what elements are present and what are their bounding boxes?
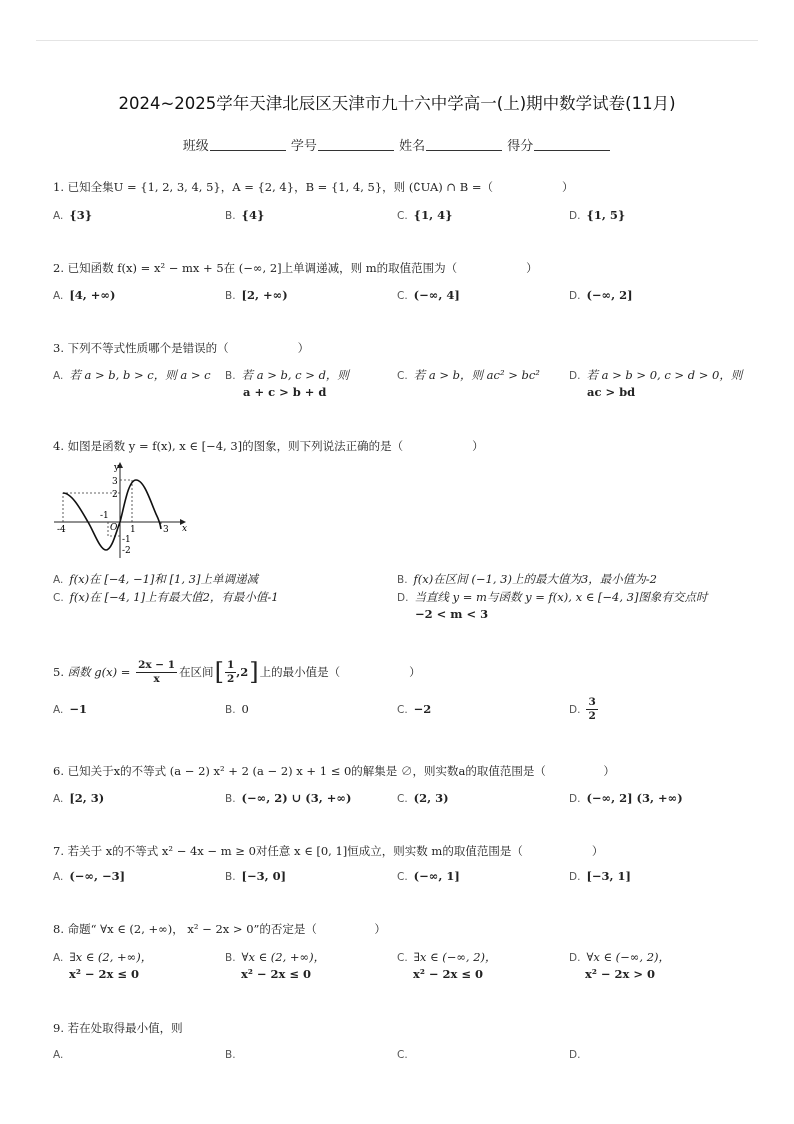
option-label: A. [53,210,64,222]
option-text: f(x)在 [−4, −1]和 [1, 3]上单调递减 [69,572,258,586]
y-axis-label: y [114,463,120,473]
option-label: D. [569,210,581,222]
option-a[interactable] [53,869,125,883]
option-text: f(x)在 [−4, 1]上有最大值2，有最小值-1 [69,590,279,604]
option-label: D. [569,871,581,883]
question-stem [53,921,386,937]
option-d[interactable] [569,696,598,723]
option-b-line2: x² − 2x ≤ 0 [241,967,312,981]
option-label: C. [397,952,408,964]
question-stem [53,340,309,356]
option-text: (−∞, 2] [586,288,633,302]
option-d-line2: −2 < m < 3 [415,607,489,621]
header-divider [36,40,758,41]
option-c-line2: x² − 2x ≤ 0 [413,967,484,981]
left-bracket: [ [214,658,224,686]
option-d-line2: ac > bd [587,385,636,399]
option-a[interactable] [53,571,258,587]
option-label: D. [569,793,581,805]
score-label: 得分 [507,139,534,154]
option-d[interactable] [569,288,633,302]
option-b[interactable] [225,208,264,222]
option-text: (2, 3) [413,791,449,805]
option-label: A. [53,704,64,716]
origin-label: O [110,523,118,533]
page-title: 2024~2025学年天津北辰区天津市九十六中学高一(上)期中数学试卷(11月) [118,94,676,113]
option-text: −2 [413,702,432,716]
option-d-line2: x² − 2x > 0 [585,967,656,981]
question-text: 命题“ ∀x ∈ (2, +∞)， x² − 2x > 0”的否定是（ ） [67,922,386,936]
student-id-blank[interactable] [318,138,394,151]
option-text: {1, 5} [586,208,626,222]
question-text: 函数 g(x) = [67,665,131,679]
fraction [136,659,177,686]
option-label: D. [397,592,409,604]
option-d[interactable] [569,949,670,965]
option-text: {3} [69,208,93,222]
option-text: (−∞, 2] (3, +∞) [586,791,683,805]
option-label: A. [53,290,64,302]
option-text: 若 a > b，则 ac² > bc² [413,368,540,382]
question-number: 4. [53,439,64,453]
question-number: 1. [53,180,64,194]
option-text: {4} [241,208,265,222]
option-label: D. [569,952,581,964]
interval-fraction [225,659,236,686]
fraction-numerator: 2x − 1 [138,658,176,671]
option-text: ∃x ∈ (−∞, 2)， [413,950,497,964]
option-a[interactable] [53,288,115,302]
option-text: (−∞, −3] [69,869,126,883]
y-tick-label: 2 [112,490,118,500]
option-b[interactable] [225,1047,242,1061]
option-label: B. [225,704,236,716]
option-label: D. [569,290,581,302]
question-text: 上的最小值是（ ） [259,665,421,679]
option-c[interactable] [397,288,460,302]
question-number: 6. [53,764,64,778]
question-text: 下列不等式性质哪个是错误的（ ） [67,341,310,355]
question-stem [53,1020,183,1036]
question-number: 2. [53,261,64,275]
option-label: B. [225,210,236,222]
option-a[interactable] [53,949,152,965]
x-axis-label: x [182,524,188,534]
option-b[interactable] [225,367,349,383]
question-stem [53,260,538,276]
option-text: f(x)在区间 (−1, 3)上的最大值为3，最小值为-2 [413,572,657,586]
option-text: 若 a > b > 0, c > d > 0，则 [586,368,743,382]
option-label: A. [53,952,64,964]
option-a[interactable] [53,791,104,805]
score-blank[interactable] [534,138,610,151]
x-tick-label: -4 [57,525,66,535]
option-text: −1 [69,702,87,716]
option-text: (−∞, 4] [413,288,460,302]
y-tick-label: -1 [122,535,131,545]
question-number: 9. [53,1021,64,1035]
option-c[interactable] [397,702,431,716]
question-stem [53,438,484,454]
class-label: 班级 [182,139,209,154]
option-label: A. [53,370,64,382]
option-text: (−∞, 1] [413,869,460,883]
question-text: 如图是函数 y = f(x), x ∈ [−4, 3]的图象，则下列说法正确的是（ ） [67,439,484,453]
function-graph [48,460,188,560]
option-d[interactable] [569,208,625,222]
option-a[interactable] [53,208,92,222]
fraction-numerator: 1 [226,658,235,671]
option-b[interactable] [225,869,286,883]
option-c[interactable] [397,208,452,222]
option-label: D. [569,703,581,716]
question-stem [53,179,573,195]
option-b[interactable] [225,288,288,302]
option-b[interactable] [225,791,351,805]
option-b[interactable] [225,949,325,965]
option-label: A. [53,793,64,805]
option-label: D. [569,1049,581,1061]
fraction-denominator: x [153,672,160,685]
option-label: A. [53,871,64,883]
question-number: 3. [53,341,64,355]
option-label: B. [225,793,236,805]
option-label: D. [569,370,581,382]
y-tick-label: 3 [112,477,118,487]
option-label: C. [397,704,408,716]
question-text: 在区间 [179,665,214,679]
fraction-denominator: 2 [588,710,596,722]
interval-separator: , [236,665,241,679]
question-stem [53,658,421,686]
question-text: 已知全集U = {1, 2, 3, 4, 5}，A = {2, 4}，B = {1, 4, 5}，则 (∁UA) ∩ B =（ ） [67,180,574,194]
question-text: 若关于 x的不等式 x² − 4x − m ≥ 0对任意 x ∈ [0, 1]恒成立，则实数 m的取值范围是（ ） [67,844,604,858]
option-a-line2: x² − 2x ≤ 0 [69,967,140,981]
option-label: C. [397,793,408,805]
option-label: C. [53,592,64,604]
option-text: ∀x ∈ (2, +∞)， [241,950,326,964]
option-text: [2, 3) [69,791,105,805]
option-c[interactable] [397,869,460,883]
name-blank[interactable] [426,138,502,151]
option-label: B. [225,1049,236,1061]
option-c[interactable] [53,589,279,605]
option-label: B. [225,871,236,883]
option-text: 当直线 y = m与函数 y = f(x), x ∈ [−4, 3]图象有交点时 [414,590,708,604]
option-text: [−3, 1] [586,869,631,883]
option-label: C. [397,1049,408,1061]
option-b[interactable] [397,571,657,587]
option-label: C. [397,210,408,222]
option-d[interactable] [397,589,707,605]
option-a[interactable] [53,702,87,716]
option-text: {1, 4} [413,208,453,222]
question-text: 若在处取得最小值，则 [67,1021,183,1035]
question-stem [53,763,615,779]
interval-end: 2 [240,665,249,679]
option-c[interactable] [397,1047,414,1061]
option-label: C. [397,871,408,883]
option-label: A. [53,574,64,586]
option-label: B. [225,370,236,382]
x-tick-label: 1 [130,525,136,535]
option-a[interactable] [53,1047,69,1061]
x-tick-label: -1 [100,511,109,521]
class-blank[interactable] [210,138,286,151]
option-label: C. [397,290,408,302]
option-c[interactable] [397,367,540,383]
option-c[interactable] [397,949,497,965]
fraction-denominator: 2 [226,672,235,685]
question-number: 8. [53,922,64,936]
fraction [586,696,597,723]
option-text: [2, +∞) [241,288,288,302]
option-c[interactable] [397,791,449,805]
option-a[interactable] [53,367,211,383]
option-label: B. [397,574,408,586]
y-tick-label: -2 [122,546,131,556]
option-d[interactable] [569,869,631,883]
option-text: [4, +∞) [69,288,116,302]
option-d[interactable] [569,367,742,383]
question-text: 已知函数 f(x) = x² − mx + 5在 (−∞, 2]上单调递减，则 m的取值范围为（ ） [67,261,538,275]
option-label: C. [397,370,408,382]
option-text: 若 a > b, c > d，则 [241,368,349,382]
option-d[interactable] [569,791,683,805]
option-label: B. [225,290,236,302]
question-text: 已知关于x的不等式 (a − 2) x² + 2 (a − 2) x + 1 ≤ 0的解集是 ∅，则实数a的取值范围是（ ） [67,764,615,778]
question-stem [53,843,603,859]
option-text: ∀x ∈ (−∞, 2)， [586,950,671,964]
option-text: [−3, 0] [241,869,287,883]
student-info-line [0,135,794,154]
question-number: 5. [53,665,64,679]
option-text: 若 a > b, b > c，则 a > c [69,368,211,382]
student-id-label: 学号 [290,139,317,154]
option-text: (−∞, 2) ∪ (3, +∞) [241,791,352,805]
right-bracket: ] [249,658,259,686]
option-label: A. [53,1049,64,1061]
option-b-line2: a + c > b + d [243,385,327,399]
x-tick-label: 3 [163,525,169,535]
option-label: B. [225,952,236,964]
option-d[interactable] [569,1047,586,1061]
option-text: ∃x ∈ (2, +∞)， [69,950,153,964]
option-b[interactable] [225,702,249,716]
fraction-numerator: 3 [588,696,596,708]
option-text: 0 [241,702,249,716]
question-number: 7. [53,844,64,858]
name-label: 姓名 [399,139,426,154]
